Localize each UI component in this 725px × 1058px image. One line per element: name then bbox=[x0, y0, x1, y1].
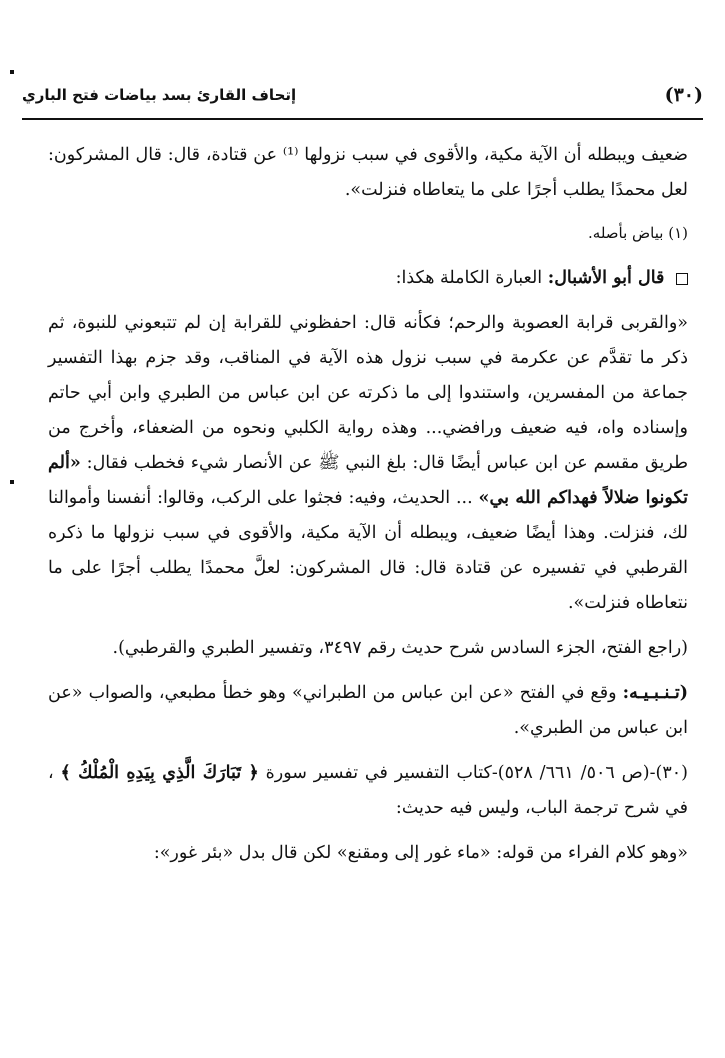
paragraph-2 bbox=[48, 261, 688, 296]
scan-mark bbox=[10, 480, 14, 484]
page-header bbox=[22, 78, 703, 114]
paragraph-6 bbox=[48, 756, 688, 826]
note-label: (تـنـبـيـه: bbox=[622, 683, 688, 703]
scan-mark bbox=[10, 70, 14, 74]
page-body bbox=[48, 138, 688, 881]
quote-rest: ... الحديث، وفيه: فجثوا على الركب، وقالوا: أنفسنا وأموالنا لك، فنزلت. وهذا أيضًا ضعيف، ويبطله أن الآية مكية، والأقوى في سبب نزولها ما ذكره القرطبي في تفسيره عن قتادة قال: قال المشركون: لعلَّ محمدًا يطلب أجرًا على ما نتعاطاه فنزلت». bbox=[48, 488, 688, 613]
entry-heading: (٣٠)-(ص ٥٠٦/ ٦٦١/ ٥٢٨)-كتاب التفسير في تفسير سورة bbox=[265, 763, 688, 783]
paragraph-7: «وهو كلام الفراء من قوله: «ماء غور إلى ومقنع» لكن قال بدل «بئر غور»: bbox=[153, 843, 688, 863]
header-rule bbox=[22, 118, 703, 120]
entry-heading-end: ، في شرح ترجمة الباب، وليس فيه حديث: bbox=[48, 763, 688, 818]
paragraph-1: ضعيف ويبطله أن الآية مكية، والأقوى في سبب نزولها ⁽¹⁾ عن قتادة، قال: قال المشركون: لعل محمدًا يطلب أجرًا على ما يتعاطاه فنزلت». bbox=[48, 145, 688, 200]
quote-text: «والقربى قرابة العصوبة والرحم؛ فكأنه قال: احفظوني للقرابة إن لم تتبعوني للنبوة، ثم ذكر ما تقدَّم عن عكرمة في سبب نزول هذه الآية في المناقب، وقد جزم بهذا التفسير جماعة من المفسرين، واستندوا إلى ما ذكرته عن ابن عباس من الطبري وابن أبي حاتم وإسناده واه، فيه ضعيف ورافضي... وهذه رواية الكلبي ونحوه من الضعفاء، وأخرج من طريق مقسم عن ابن عباس أيضًا قال: بلغ النبي ﷺ عن الأنصار شيء فخطب فقال: bbox=[48, 313, 688, 473]
square-bullet-icon bbox=[676, 273, 688, 285]
note-text: وقع في الفتح «عن ابن عباس من الطبراني» وهو خطأ مطبعي، والصواب «عن ابن عباس من الطبري». bbox=[48, 683, 688, 738]
quran-verse: ﴿ تَبَارَكَ الَّذِي بِيَدِهِ الْمُلْكُ ﴾ bbox=[60, 763, 259, 783]
paragraph-3 bbox=[48, 306, 688, 621]
footnote: (١) بياض بأصله. bbox=[588, 224, 688, 242]
book-title: إتحاف القارئ بسد بياضات فتح الباري bbox=[22, 86, 297, 104]
speaker-text: العبارة الكاملة هكذا: bbox=[395, 268, 543, 288]
hadith-quote: «ألم تكونوا ضلالاً فهداكم الله بي» bbox=[48, 453, 688, 508]
page-number: (٣٠) bbox=[664, 84, 703, 106]
speaker-label: قال أبو الأشبال: bbox=[547, 268, 665, 288]
paragraph-4: (راجع الفتح، الجزء السادس شرح حديث رقم ٣٤٩٧، وتفسير الطبري والقرطبي). bbox=[112, 638, 688, 658]
paragraph-5 bbox=[48, 676, 688, 746]
